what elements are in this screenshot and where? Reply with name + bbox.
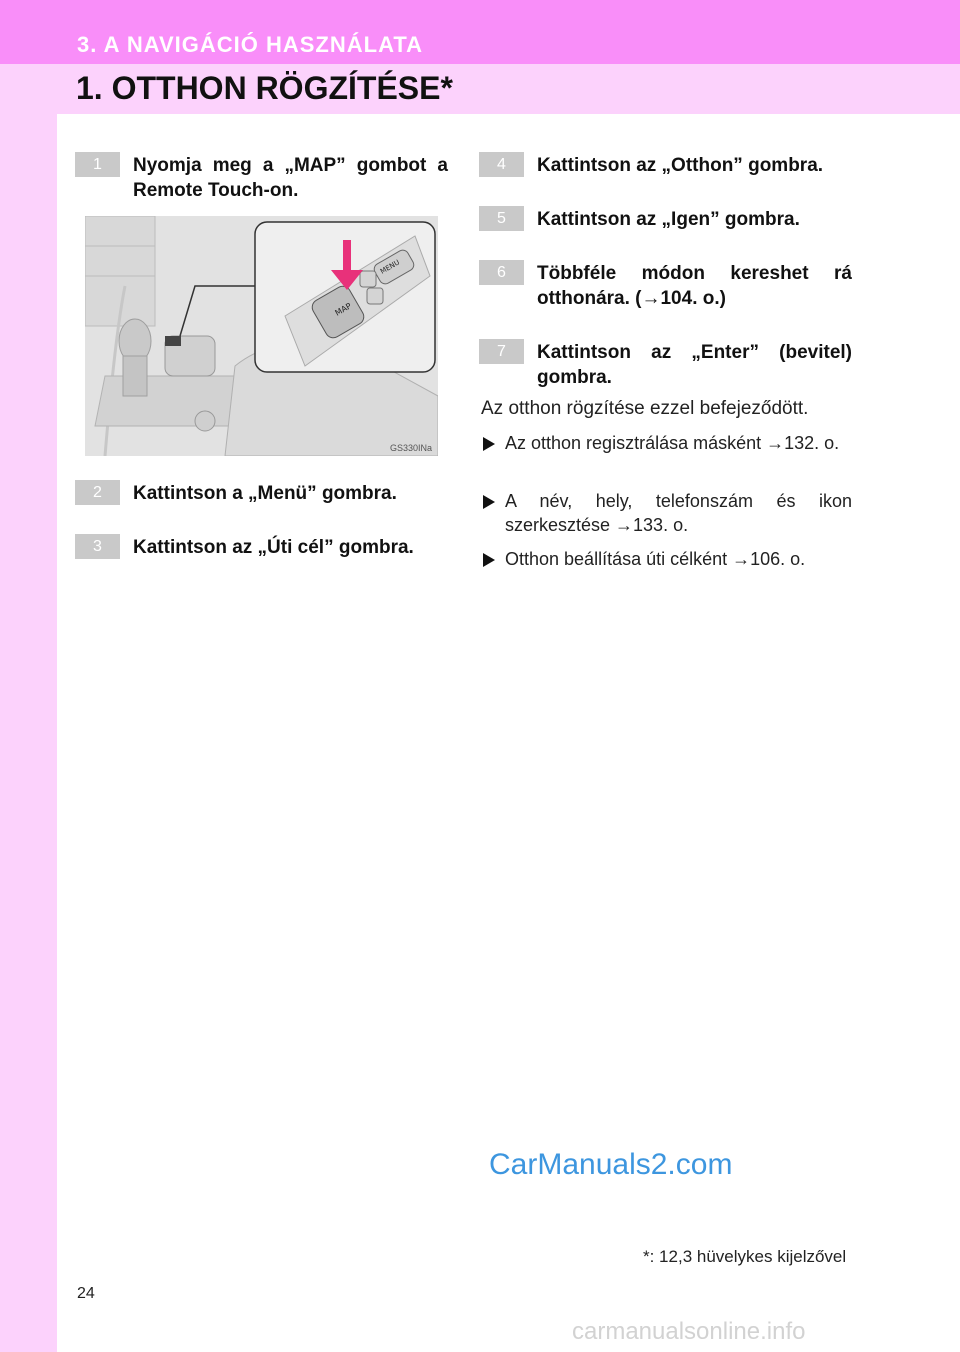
bottom-watermark: carmanualsonline.info (572, 1318, 806, 1345)
step-text: Többféle módon kereshet rá otthonára. (→104. o.) (537, 263, 852, 309)
step-text: Kattintson az „Úti cél” gombra. (133, 537, 414, 558)
triangle-bullet-icon (483, 495, 495, 509)
section-title: 3. A NAVIGÁCIÓ HASZNÁLATA (77, 32, 424, 57)
step-badge: 3 (75, 534, 120, 559)
page-title: 1. OTTHON RÖGZÍTÉSE* (76, 70, 453, 106)
menu-button-label: MENU (379, 258, 402, 276)
step-badge: 4 (479, 152, 524, 177)
list-item (483, 547, 852, 571)
step-badge: 7 (479, 339, 524, 364)
side-strip (0, 0, 57, 1352)
bullet-text: Az otthon regisztrálása másként →132. o. (505, 433, 840, 453)
step-badge: 1 (75, 152, 120, 177)
step-text: Kattintson az „Enter” (bevitel) gombra. (537, 342, 852, 388)
remote-touch-figure (85, 216, 438, 456)
completion-text: Az otthon rögzítése ezzel befejeződött. (481, 398, 809, 419)
list-item (483, 431, 852, 455)
step-text: Nyomja meg a „MAP” gombot a Remote Touch-on. (133, 155, 448, 201)
step-badge: 6 (479, 260, 524, 285)
bullet-text: A név, hely, telefonszám és ikon szerkesztése →133. o. (505, 491, 852, 535)
watermark: CarManuals2.com (489, 1148, 733, 1181)
figure-code: GS330INa (389, 443, 432, 453)
step-text: Kattintson a „Menü” gombra. (133, 483, 397, 504)
step-badge: 2 (75, 480, 120, 505)
page-number: 24 (77, 1285, 95, 1302)
step-text: Kattintson az „Otthon” gombra. (537, 155, 824, 176)
remote-touch-illustration (85, 216, 438, 456)
map-button-label: MAP (333, 301, 353, 318)
triangle-bullet-icon (483, 437, 495, 451)
bullet-text: Otthon beállítása úti célként →106. o. (505, 549, 806, 569)
triangle-bullet-icon (483, 553, 495, 567)
step-text: Kattintson az „Igen” gombra. (537, 209, 800, 230)
footnote: *: 12,3 hüvelykes kijelzővel (643, 1247, 847, 1266)
step-badge: 5 (479, 206, 524, 231)
list-item (483, 489, 852, 537)
